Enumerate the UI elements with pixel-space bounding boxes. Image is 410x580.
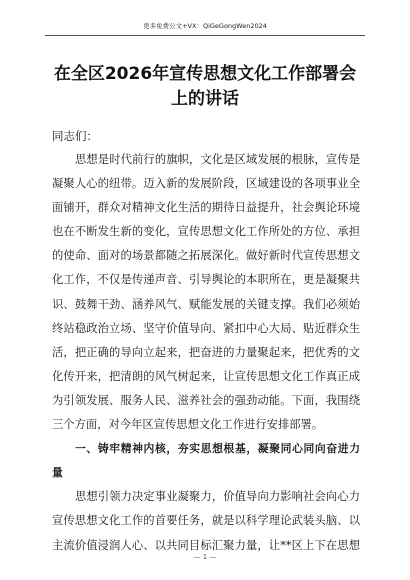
body-line: 识、鼓舞干劲、涵养风气、赋能发展的关键支撑。我们必须始 bbox=[52, 297, 360, 311]
body-line: 化工作，不仅是传递声音、引导舆论的本职所在，更是凝聚共 bbox=[52, 273, 360, 287]
salutation: 同志们： bbox=[52, 129, 98, 143]
body-line: 三个方面，对今年区宣传思想文化工作进行安排部署。 bbox=[52, 418, 324, 432]
body-line: 面铺开，群众对精神文化生活的期待日益提升，社会舆论环境 bbox=[52, 201, 360, 215]
body-line: 活，把正确的导向立起来，把奋进的力量聚起来，把优秀的文 bbox=[52, 345, 360, 359]
body-line: 思想引领力决定事业凝聚力，价值导向力影响社会向心力 bbox=[75, 490, 360, 504]
document-title bbox=[40, 62, 370, 112]
body-line: 终站稳政治立场、坚守价值导向、紧扣中心大局、贴近群众生 bbox=[52, 321, 360, 335]
body-line: 宣传思想文化工作的首要任务，就是以科学理论武装头脑、以 bbox=[52, 514, 360, 528]
title-line-1: 在全区2026年宣传思想文化工作部署会 bbox=[53, 64, 357, 84]
body-line: 思想是时代前行的旗帜，文化是区域发展的根脉，宣传是 bbox=[75, 153, 360, 166]
body-line: 化传开来，把清朗的风气树起来，让宣传思想文化工作真正成 bbox=[52, 369, 360, 383]
body-line: 主流价值浸润人心、以共同目标汇聚力量，让**区上下在思想 bbox=[52, 538, 360, 552]
body-line: 也在不断发生新的变化，宣传思想文化工作所处的方位、承担 bbox=[52, 225, 360, 239]
header-divider bbox=[45, 35, 365, 36]
section-heading: 一、铸牢精神内核，夯实思想根基，凝聚同心同向奋进力 bbox=[75, 442, 360, 456]
page-number: — 1 — bbox=[193, 553, 217, 561]
body-line: 为引领发展、服务人民、滋养社会的强劲动能。下面，我围绕 bbox=[52, 393, 360, 407]
title-line-2: 上的讲话 bbox=[171, 89, 239, 109]
body-line: 凝聚人心的纽带。迈入新的发展阶段，区域建设的各项事业全 bbox=[52, 177, 360, 191]
page-header: 更多免费公文+VX：QiGeGongWen2024 bbox=[143, 22, 267, 30]
body-line: 的使命、面对的场景都随之拓展深化。做好新时代宣传思想文 bbox=[52, 249, 360, 263]
document-body bbox=[52, 148, 360, 558]
section-heading-continued: 量 bbox=[52, 466, 63, 480]
